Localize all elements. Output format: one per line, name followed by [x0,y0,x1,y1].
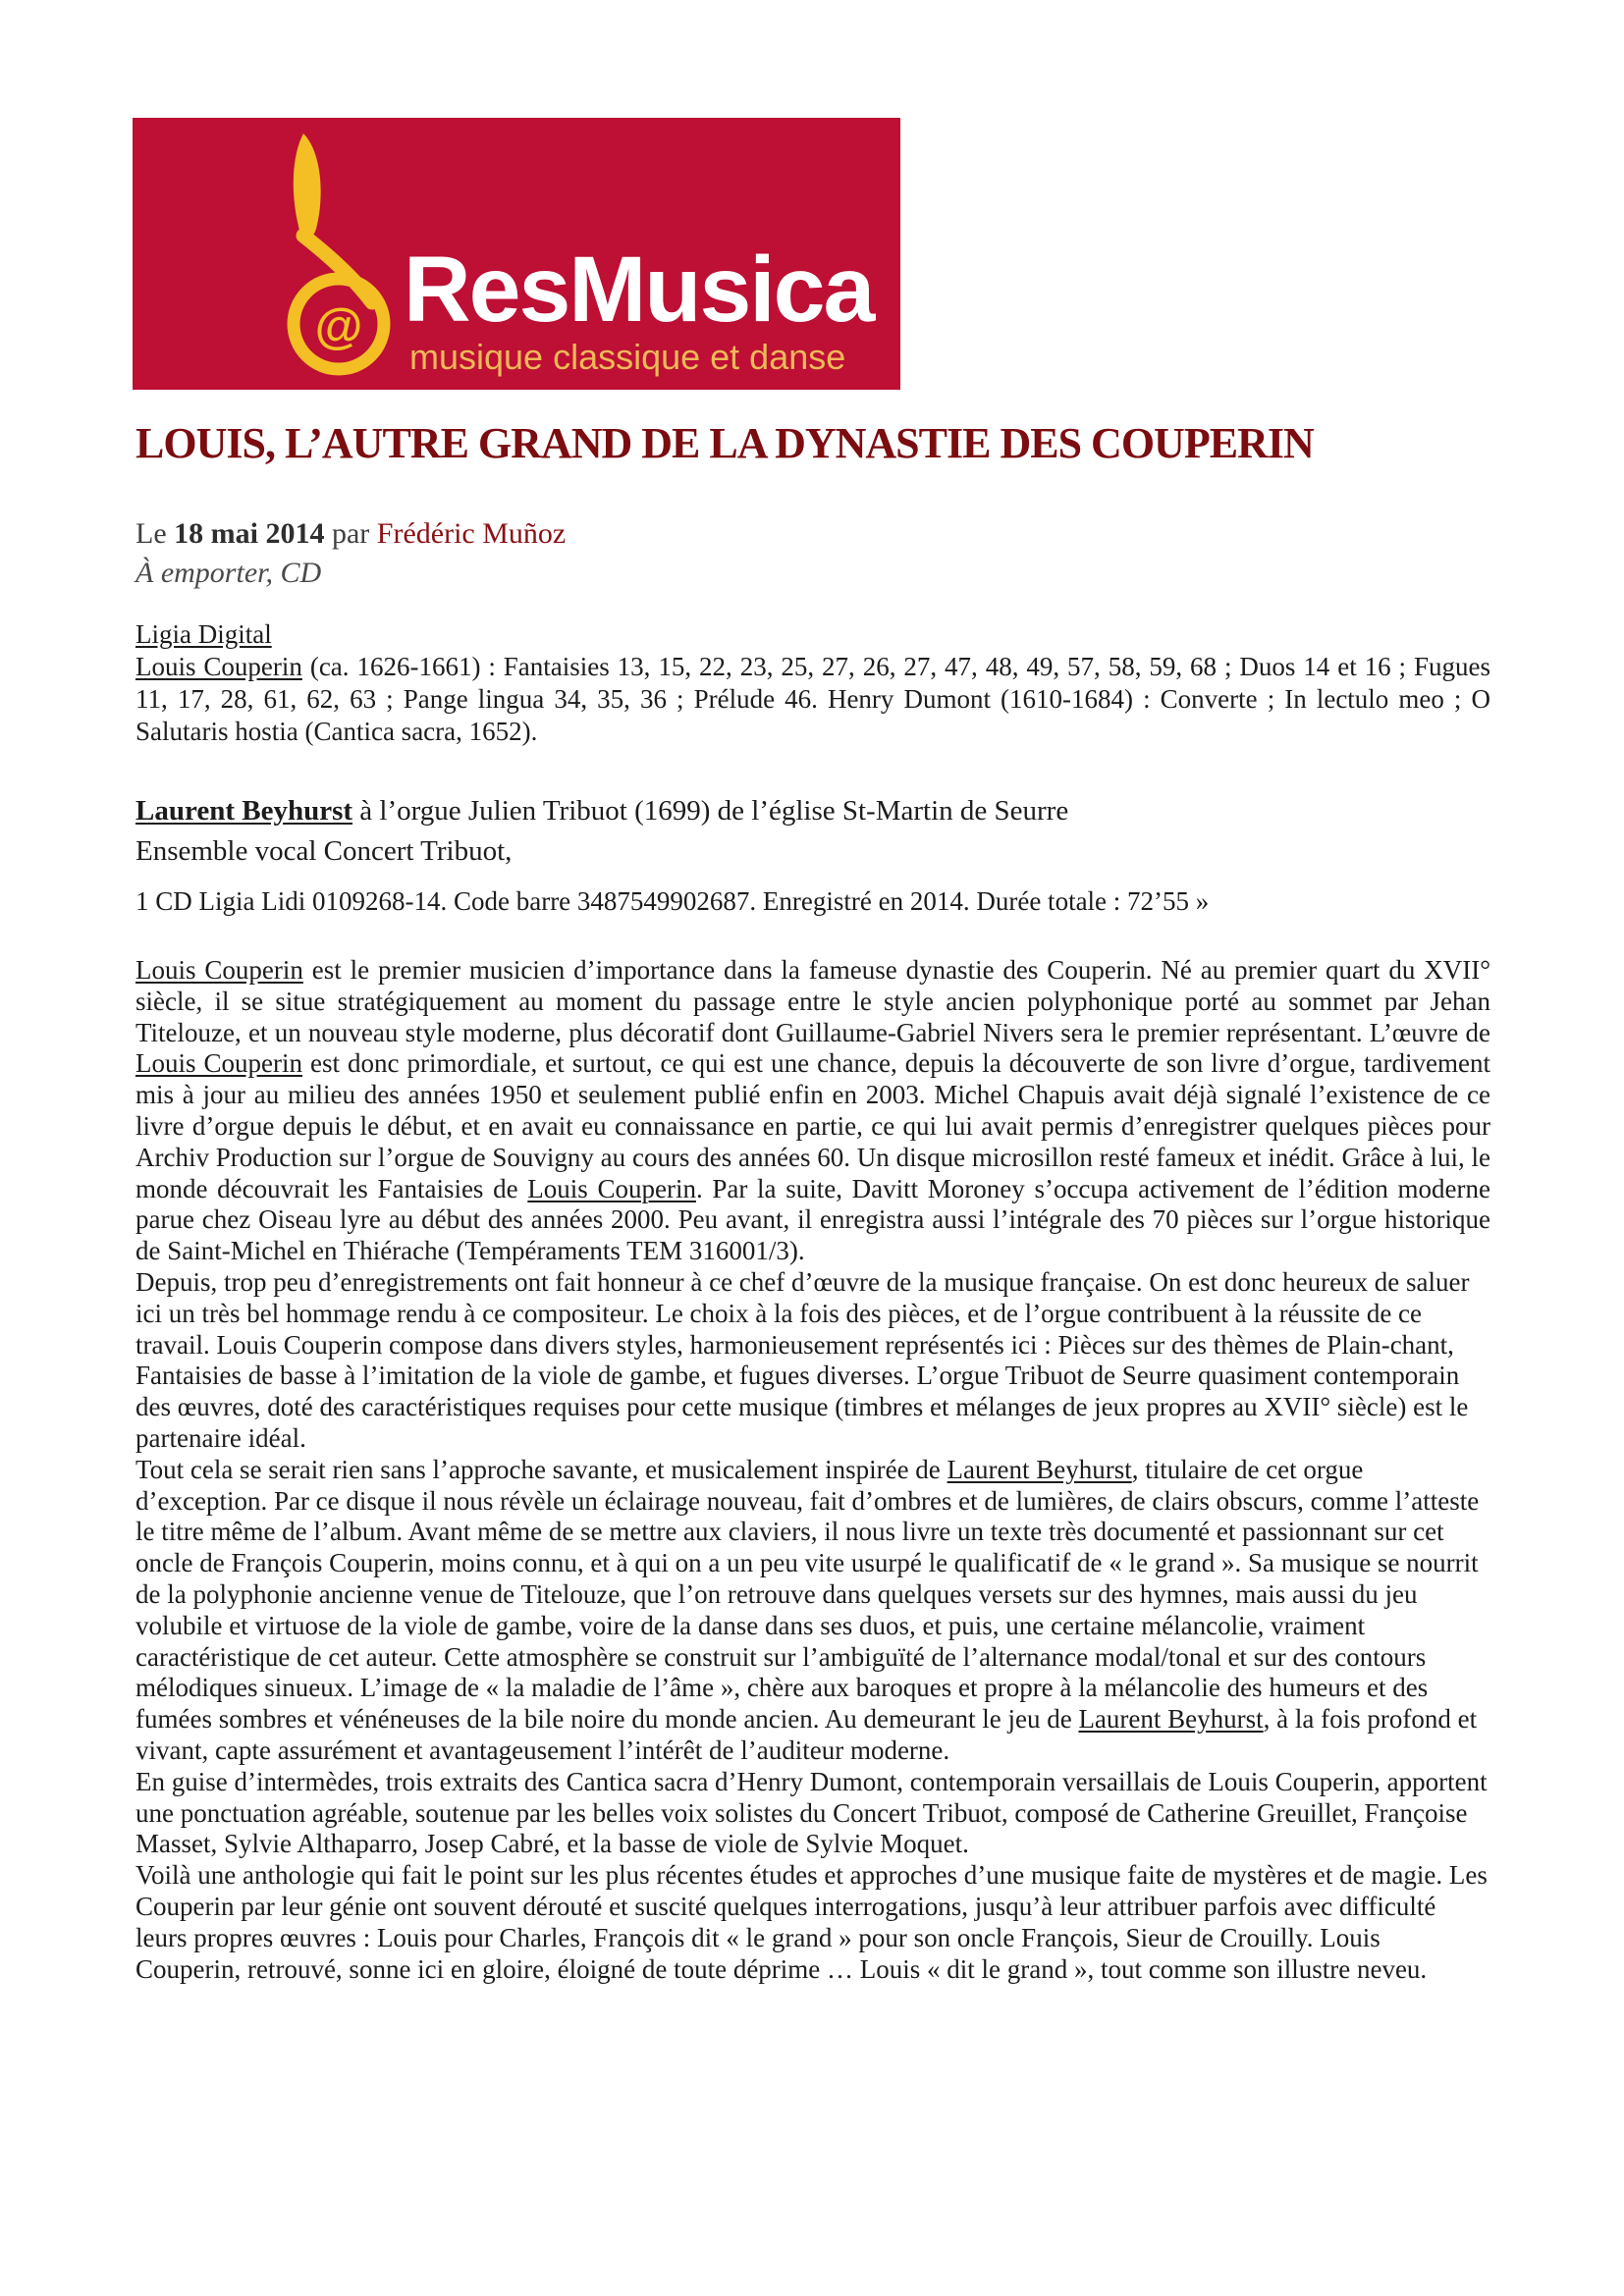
body-paragraph-5 [135,1860,1490,1985]
inline-link[interactable]: Laurent Beyhurst [947,1454,1132,1484]
inline-link[interactable]: Louis Couperin [527,1173,696,1203]
byline-par: par [324,517,377,550]
text-run: est donc primordiale, et surtout, ce qui est une chance, depuis la découverte de son livre d’orgue, tardivement mis à jour au milieu des années 1950 et seulement publié enfin en 2003. Michel Chapuis avait déjà signalé l’existence de ce livre d’orgue depuis le début, et en avait eu connaissance en partie, ce qui lui avait permis d’enregistrer quelques pièces pour Archiv Production sur l’orgue de Souvigny au cours des années 60. Un disque microsillon resté fameux et inédit. Grâce à lui, le monde découvrait les Fantaisies de [135,1048,1490,1203]
text-run: à l’orgue Julien Tribuot (1699) de l’église St-Martin de Seurre [352,795,1069,827]
logo-wordmark: ResMusica [404,238,874,342]
body-paragraph-2 [135,1267,1490,1455]
text-run: est le premier musicien d’importance dans la fameuse dynastie des Couperin. Né au premier quart du XVII° siècle, il se situe stratégiquement au moment du passage entre le style ancien polyphonique porté au sommet par Jehan Titelouze, et un nouveau style moderne, plus décoratif dont Guillaume-Gabriel Nivers sera le premier représentant. L’œuvre de [135,955,1490,1047]
author-link[interactable]: Frédéric Muñoz [376,517,567,550]
text-run: Depuis, trop peu d’enregistrements ont fait honneur à ce chef d’œuvre de la musique française. On est donc heureux de saluer ici un très bel hommage rendu à ce compositeur. Le choix à la fois des pièces, et de l’orgue contribuent à la réussite de ce travail. Louis Couperin compose dans divers styles, harmonieusement représentés ici : Pièces sur des thèmes de Plain-chant, Fantaisies de basse à l’imitation de la viole de gambe, et fugues diverses. L’orgue Tribuot de Seurre quasiment contemporain des œuvres, doté des caractéristiques requises pour cette musique (timbres et mélanges de jeux propres au XVII° siècle) est le partenaire idéal. [135,1266,1470,1453]
performer-line [135,791,1490,831]
body-paragraph-3 [135,1455,1490,1767]
resmusica-logo-banner[interactable] [133,118,900,390]
cd-info-line: 1 CD Ligia Lidi 0109268-14. Code barre 3487549902687. Enregistré en 2014. Durée totale : 72’55 » [135,886,1210,916]
text-run: . Par la suite, Davitt Moroney s’occupa activement de l’édition moderne parue chez Oiseau lyre au début des années 2000. Peu avant, il enregistra aussi l’intégrale des 70 pièces sur l’orgue historique de Saint-Michel en Thiérache (Tempéraments TEM 316001/3). [135,1173,1490,1266]
inline-link[interactable]: Louis Couperin [135,1048,303,1079]
byline [135,514,1490,554]
text-run: Voilà une anthologie qui fait le point sur les plus récentes études et approches d’une musique faite de mystères et de magie. Les Couperin par leur génie ont souvent dérouté et suscité quelques interrogations, jusqu’à leur attribuer parfois avec difficulté leurs propres œuvres : Louis pour Charles, François dit « le grand » pour son oncle François, Sieur de Crouilly. Louis Couperin, retrouvé, sonne ici en gloire, éloigné de toute déprime … Louis « dit le grand », tout comme son illustre neveu. [135,1860,1488,1984]
program-paragraph [135,651,1490,748]
article-body [135,955,1490,1985]
at-glyph: @ [314,298,363,353]
text-run: Tout cela se serait rien sans l’approche savante, et musicalement inspirée de [135,1454,947,1484]
resmusica-note-icon [270,126,407,381]
inline-link[interactable]: Louis Couperin [135,652,302,681]
record-label: Ligia Digital [135,619,272,649]
body-paragraph-4 [135,1767,1490,1860]
performers-block [135,791,1490,872]
text-run: , à la fois profond et vivant, capte assurément et avantageusement l’intérêt de l’auditeur moderne. [135,1704,1478,1765]
program-block [135,618,1490,748]
text-run: En guise d’intermèdes, trois extraits des Cantica sacra d’Henry Dumont, contemporain versaillais de Louis Couperin, apportent une ponctuation agréable, soutenue par les belles voix solistes du Concert Tribuot, composé de Catherine Greuillet, Françoise Masset, Sylvie Althaparro, Josep Cabré, et la basse de viole de Sylvie Moquet. [135,1766,1488,1859]
byline-prefix: Le [135,517,175,550]
inline-link[interactable]: Laurent Beyhurst [135,795,353,827]
publish-date: 18 mai 2014 [174,517,325,550]
inline-link[interactable]: Laurent Beyhurst [1078,1704,1264,1735]
page-title: LOUIS, L’AUTRE GRAND DE LA DYNASTIE DES COUPERIN [135,419,1314,467]
body-paragraph-1 [135,955,1490,1267]
article-content [135,420,1490,1985]
text-run: (ca. 1626-1661) : Fantaisies 13, 15, 22, 23, 25, 27, 26, 27, 47, 48, 49, 57, 58, 59, 68 ; Duos 14 et 16 ; Fugues 11, 17, 28, 61, 62, 63 ; Pange lingua 34, 35, 36 ; Prélude 46. Henry Dumont (1610-1684) : Converte ; In lectulo meo ; O Salutaris hostia (Cantica sacra, 1652). [135,652,1490,746]
text-run: , titulaire de cet orgue d’exception. Par ce disque il nous révèle un éclairage nouveau, fait d’ombres et de lumières, de clairs obscurs, comme l’atteste le titre même de l’album. Avant même de se mettre aux claviers, il nous livre un texte très documenté et passionnant sur cet oncle de François Couperin, moins connu, et à qui on a un peu vite usurpé le qualificatif de « le grand ». Sa musique se nourrit de la polyphonie ancienne venue de Titelouze, que l’on retrouve dans quelques versets sur des hymnes, mais aussi du jeu volubile et virtuose de la viole de gambe, voire de la danse dans ses duos, et puis, une certaine mélancolie, vraiment caractéristique de cet auteur. Cette atmosphère se construit sur l’ambiguïté de l’alternance modal/tonal et sur des contours mélodiques sinueux. L’image de « la maladie de l’âme », chère aux baroques et propre à la mélancolie des humeurs et des fumées sombres et vénéneuses de la bile noire du monde ancien. Au demeurant le jeu de [135,1454,1480,1735]
inline-link[interactable]: Louis Couperin [135,955,303,985]
ensemble-line: Ensemble vocal Concert Tribuot, [135,835,513,867]
logo-tagline: musique classique et danse [409,337,846,377]
category-line[interactable]: À emporter, CD [135,557,322,589]
